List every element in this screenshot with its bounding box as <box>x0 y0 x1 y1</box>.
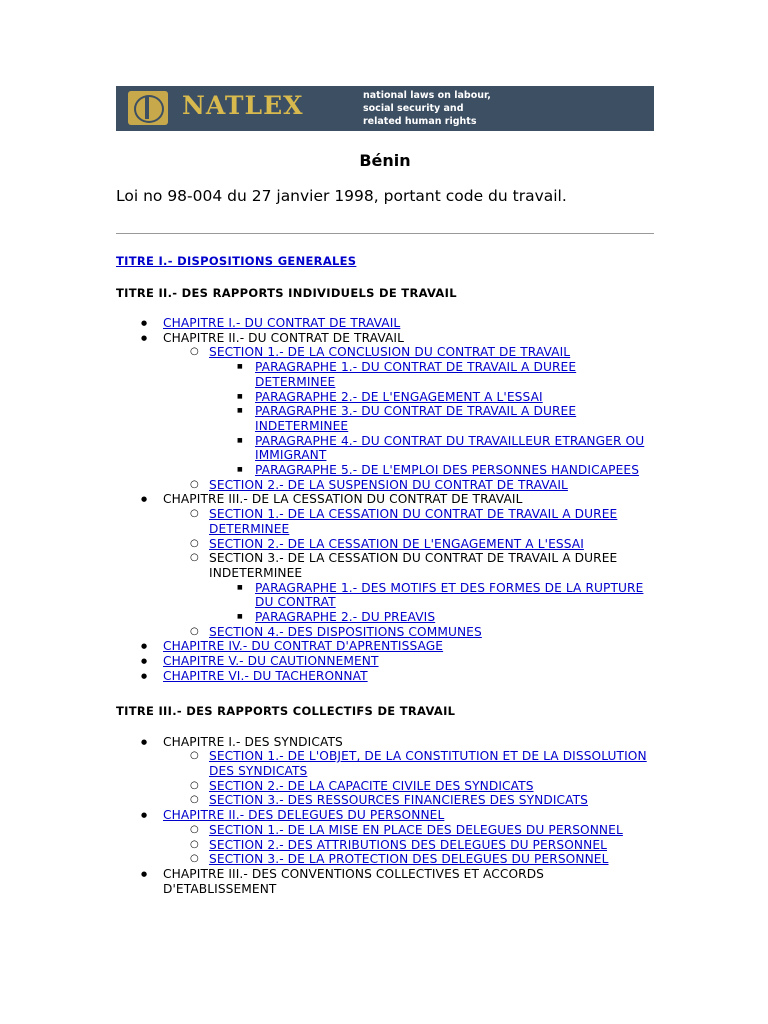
toc-link[interactable]: SECTION 3.- DE LA PROTECTION DES DELEGUES DU PERSONNEL <box>209 852 609 867</box>
toc-link[interactable]: CHAPITRE IV.- DU CONTRAT D'APRENTISSAGE <box>163 639 444 654</box>
toc-link[interactable]: SECTION 4.- DES DISPOSITIONS COMMUNES <box>209 624 482 639</box>
toc-item-level-2[interactable] <box>163 345 654 477</box>
toc-item-level-1[interactable] <box>116 669 654 684</box>
toc-label: SECTION 3.- DE LA CESSATION DU CONTRAT DE TRAVAIL A DUREE INDETERMINEE <box>209 551 618 580</box>
toc-sublist <box>163 749 654 808</box>
toc-link[interactable]: PARAGRAPHE 4.- DU CONTRAT DU TRAVAILLEUR ETRANGER OU IMMIGRANT <box>255 433 645 463</box>
toc-item-level-2[interactable] <box>163 852 654 867</box>
toc-link[interactable]: CHAPITRE VI.- DU TACHERONNAT <box>163 668 368 683</box>
toc-titre-3 <box>116 735 654 897</box>
toc-item-level-2[interactable] <box>163 823 654 838</box>
toc-item-level-1[interactable] <box>116 639 654 654</box>
toc-item-level-2[interactable] <box>163 537 654 552</box>
toc-link[interactable]: SECTION 2.- DE LA SUSPENSION DU CONTRAT DE TRAVAIL <box>209 477 568 492</box>
law-title: Loi no 98-004 du 27 janvier 1998, portant code du travail. <box>116 187 567 205</box>
toc-sublist <box>163 823 654 867</box>
toc-item-level-3[interactable] <box>209 360 654 389</box>
toc-link[interactable]: SECTION 1.- DE LA CONCLUSION DU CONTRAT DE TRAVAIL <box>209 345 571 360</box>
toc-titre-2 <box>116 316 654 684</box>
natlex-tagline: national laws on labour, social security and related human rights <box>363 90 491 127</box>
country-heading: Bénin <box>359 151 411 170</box>
toc-item-level-3[interactable] <box>209 404 654 433</box>
toc-item-level-2[interactable] <box>163 793 654 808</box>
toc-sublist <box>163 507 654 639</box>
toc-link[interactable]: SECTION 1.- DE LA CESSATION DU CONTRAT DE TRAVAIL A DUREE DETERMINEE <box>209 507 618 536</box>
toc-link[interactable]: PARAGRAPHE 2.- DE L'ENGAGEMENT A L'ESSAI <box>255 389 543 404</box>
toc-item-level-3[interactable] <box>209 434 654 463</box>
toc-item-level-3[interactable] <box>209 390 654 405</box>
toc-label: CHAPITRE II.- DU CONTRAT DE TRAVAIL <box>163 330 405 345</box>
toc-link[interactable]: SECTION 2.- DES ATTRIBUTIONS DES DELEGUES DU PERSONNEL <box>209 837 608 852</box>
toc-sublist <box>209 581 654 625</box>
toc-item-level-3[interactable] <box>209 581 654 610</box>
toc-sublist <box>163 345 654 492</box>
toc-item-level-1[interactable] <box>116 316 654 331</box>
titre-1-link[interactable]: TITRE I.- DISPOSITIONS GENERALES <box>116 254 357 268</box>
toc-link[interactable]: PARAGRAPHE 5.- DE L'EMPLOI DES PERSONNES HANDICAPEES <box>255 463 640 478</box>
toc-link[interactable]: CHAPITRE V.- DU CAUTIONNEMENT <box>163 654 379 669</box>
toc-link[interactable]: PARAGRAPHE 1.- DU CONTRAT DE TRAVAIL A DUREE DETERMINEE <box>255 360 577 389</box>
toc-link[interactable]: SECTION 2.- DE LA CESSATION DE L'ENGAGEMENT A L'ESSAI <box>209 536 584 551</box>
toc-link[interactable]: SECTION 1.- DE LA MISE EN PLACE DES DELEGUES DU PERSONNEL <box>209 822 623 837</box>
toc-sublist <box>209 360 654 478</box>
toc-item-level-1 <box>116 492 654 639</box>
toc-item-level-1 <box>116 331 654 493</box>
toc-label: CHAPITRE III.- DES CONVENTIONS COLLECTIVES ET ACCORDS D'ETABLISSEMENT <box>163 866 545 896</box>
toc-link[interactable]: PARAGRAPHE 3.- DU CONTRAT DE TRAVAIL A DUREE INDETERMINEE <box>255 404 577 433</box>
toc-item-level-2[interactable] <box>163 625 654 640</box>
natlex-brand: NATLEX <box>182 91 304 120</box>
toc-item-level-1[interactable] <box>116 654 654 669</box>
toc-item-level-2[interactable] <box>163 838 654 853</box>
toc-link[interactable]: SECTION 1.- DE L'OBJET, DE LA CONSTITUTION ET DE LA DISSOLUTION DES SYNDICATS <box>209 749 647 778</box>
toc-item-level-2 <box>163 551 654 625</box>
divider <box>116 233 654 234</box>
toc-item-level-2[interactable] <box>163 749 654 778</box>
toc-item-level-1 <box>116 867 654 896</box>
toc-link[interactable]: SECTION 3.- DES RESSOURCES FINANCIERES DES SYNDICATS <box>209 793 589 808</box>
toc-link[interactable]: CHAPITRE I.- DU CONTRAT DE TRAVAIL <box>163 316 401 330</box>
toc-item-level-2[interactable] <box>163 478 654 493</box>
toc-item-level-3[interactable] <box>209 463 654 478</box>
toc-item-level-2[interactable] <box>163 779 654 794</box>
toc-label: CHAPITRE III.- DE LA CESSATION DU CONTRAT DE TRAVAIL <box>163 492 523 507</box>
ilo-logo-icon <box>128 91 168 125</box>
natlex-banner <box>116 86 654 131</box>
toc-item-level-1 <box>116 735 654 809</box>
toc-link[interactable]: PARAGRAPHE 2.- DU PREAVIS <box>255 610 436 625</box>
toc-item-level-2[interactable] <box>163 507 654 536</box>
toc-item-level-3[interactable] <box>209 610 654 625</box>
toc-label: CHAPITRE I.- DES SYNDICATS <box>163 734 343 749</box>
toc-link[interactable]: PARAGRAPHE 1.- DES MOTIFS ET DES FORMES DE LA RUPTURE DU CONTRAT <box>255 580 644 610</box>
toc-item-level-1[interactable] <box>116 808 654 867</box>
document-page <box>116 86 654 896</box>
titre-3-heading: TITRE III.- DES RAPPORTS COLLECTIFS DE TRAVAIL <box>116 703 456 718</box>
toc-link[interactable]: SECTION 2.- DE LA CAPACITE CIVILE DES SYNDICATS <box>209 778 534 793</box>
toc-link[interactable]: CHAPITRE II.- DES DELEGUES DU PERSONNEL <box>163 808 445 823</box>
titre-2-heading: TITRE II.- DES RAPPORTS INDIVIDUELS DE TRAVAIL <box>116 286 457 300</box>
